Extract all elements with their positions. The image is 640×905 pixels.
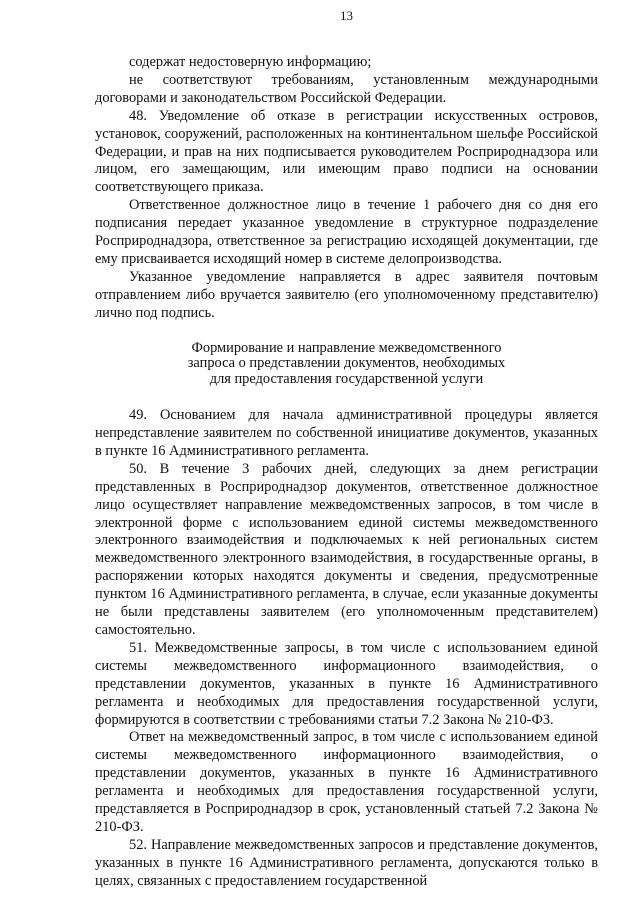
section-heading-line-2: запроса о представлении документов, необходимых [187,355,506,372]
paragraph-item-1-continuation: содержат недостоверную информацию; [129,54,372,70]
paragraph-49: 49. Основанием для начала административной процедуры является непредставление заявителем по собственной инициативе документов, указанных в пункте 16 Административного регламента. [95,407,598,459]
section-heading [95,341,598,388]
paragraph-51-response: Ответ на межведомственный запрос, в том числе с использованием единой системы межведомственного информационного взаимодействия, о представлении документов, указанных в пункте 16 Административного регламента и необходимых для предоставления государственной услуги, представляется в Росприроднадзор в срок, установленный статьей 7.2 Закона № 210-ФЗ. [95,729,598,835]
page-number: 13 [340,8,353,23]
paragraph-48-delivery: Указанное уведомление направляется в адрес заявителя почтовым отправлением либо вручается заявителю (его уполномоченному представителю) лично под подпись. [95,268,598,321]
document-body [95,54,598,891]
paragraph-item-2-continuation: не соответствуют требованиям, установленным международными договорами и законодательством Российской Федерации. [95,71,598,106]
section-heading-line-1: Формирование и направление межведомственного [191,339,502,356]
section-heading-line-3: для предоставления государственной услуги [209,370,484,387]
paragraph-48-responsible-person: Ответственное должностное лицо в течение 1 рабочего дня со дня его подписания передает указанное уведомление в структурное подразделение Росприроднадзора, ответственное за регистрацию исходящей документации, где ему присваивается исходящий номер в системе делопроизводства. [95,197,598,267]
paragraph-51: 51. Межведомственные запросы, в том числе с использованием единой системы межведомственного информационного взаимодействия, о представлении документов, указанных в пункте 16 Административного регламента и необходимых для предоставления государственной услуги, формируются в соответствии с требованиями статьи 7.2 Закона № 210-ФЗ. [95,639,598,728]
paragraph-48: 48. Уведомление об отказе в регистрации искусственных островов, установок, сооружений, расположенных на континентальном шельфе Российской Федерации, и прав на них подписывается руководителем Росприроднадзора или лицом, его замещающим, или имеющим право подписи на основании соответствующего приказа. [95,107,598,196]
paragraph-50: 50. В течение 3 рабочих дней, следующих за днем регистрации представленных в Росприроднадзор документов, ответственное должностное лицо осуществляет направление межведомственных запросов, в том числе в электронной форме с использованием единой системы межведомственного электронного взаимодействия и подключаемых к ней региональных систем межведомственного электронного взаимодействия, в государственные органы, в распоряжении которых находятся документы и сведения, предусмотренные пунктом 16 Административного регламента, в случае, если указанные документы не были представлены заявителем (его уполномоченным представителем) самостоятельно. [95,460,598,638]
paragraph-52: 52. Направление межведомственных запросов и представление документов, указанных в пункте 16 Административного регламента, допускаются только в целях, связанных с предоставлением государственной [95,836,598,889]
